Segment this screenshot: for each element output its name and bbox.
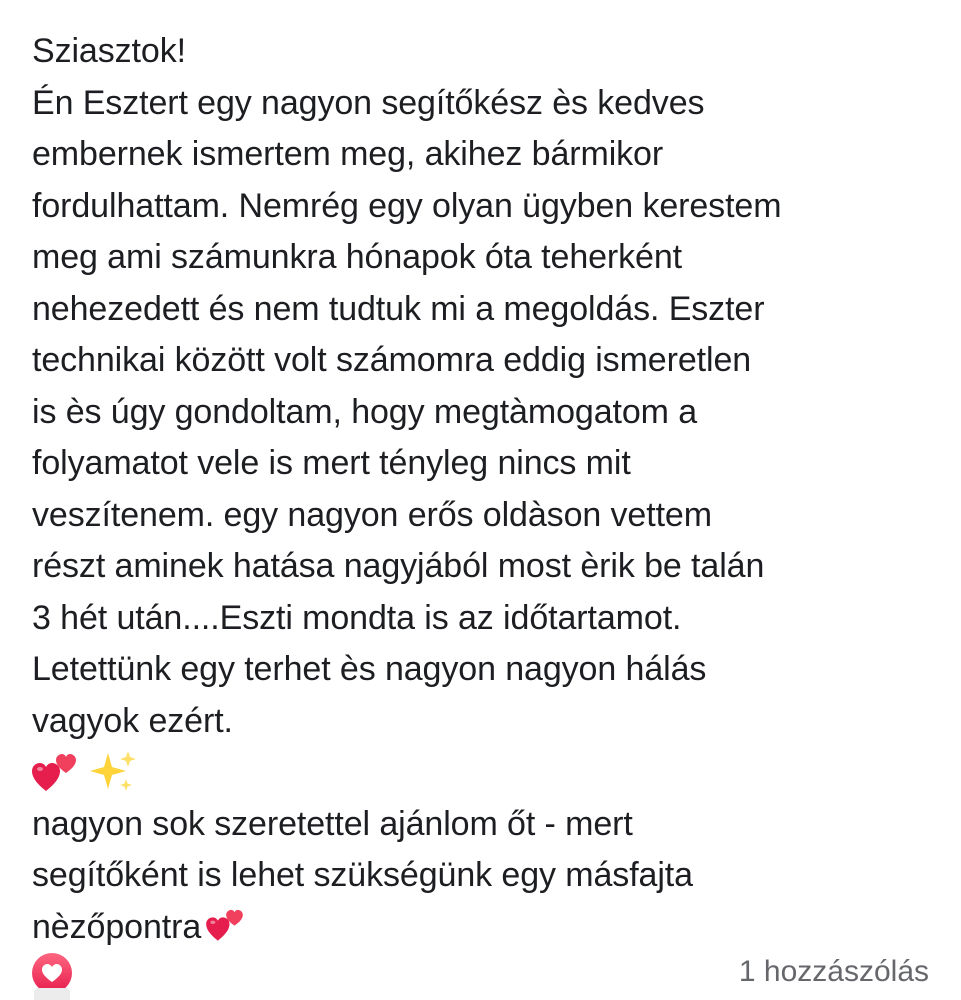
post-line: veszítenem. egy nagyon erős oldàson vettem: [32, 495, 712, 534]
post-line: fordulhattam. Nemrég egy olyan ügyben kerestem: [32, 186, 782, 225]
post-line: nehezedett és nem tudtuk mi a megoldás. Eszter: [32, 289, 765, 328]
sparkles-icon: [86, 747, 138, 795]
post-line-last-text: nèzőpontra: [32, 907, 202, 946]
two-hearts-icon: [205, 904, 249, 944]
post-line: 3 hét után....Eszti mondta is az időtartamot.: [32, 598, 682, 637]
two-hearts-icon: [32, 747, 82, 795]
heart-reaction-icon[interactable]: [32, 953, 72, 993]
post-body: [32, 26, 944, 953]
post-line: Letettünk egy terhet ès nagyon nagyon hálás: [32, 650, 707, 688]
post-line: Én Esztert egy nagyon segítőkész ès kedves: [32, 83, 705, 122]
post-line: részt aminek hatása nagyjából most èrik be talán: [32, 547, 765, 585]
emoji-line: [32, 747, 944, 799]
post-line: vagyok ezért.: [32, 701, 233, 740]
post-line: technikai között volt számomra eddig ismeretlen: [32, 341, 752, 379]
bottom-divider: [34, 988, 70, 1000]
post-line: meg ami számunkra hónapok óta teherként: [32, 238, 683, 276]
comment-count-link[interactable]: 1 hozzászólás: [738, 955, 929, 988]
post-line: nagyon sok szeretettel ajánlom őt - mert: [32, 804, 633, 843]
heart-icon: [41, 963, 63, 983]
post-line: segítőként is lehet szükségünk egy másfajta: [32, 856, 693, 894]
post-line: Sziasztok!: [32, 32, 186, 70]
post-footer: [0, 944, 961, 1000]
post-line: embernek ismertem meg, akihez bármikor: [32, 135, 664, 173]
post-line: folyamatot vele is mert tényleg nincs mit: [32, 444, 631, 482]
post-line: is ès úgy gondoltam, hogy megtàmogatom a: [32, 392, 698, 431]
